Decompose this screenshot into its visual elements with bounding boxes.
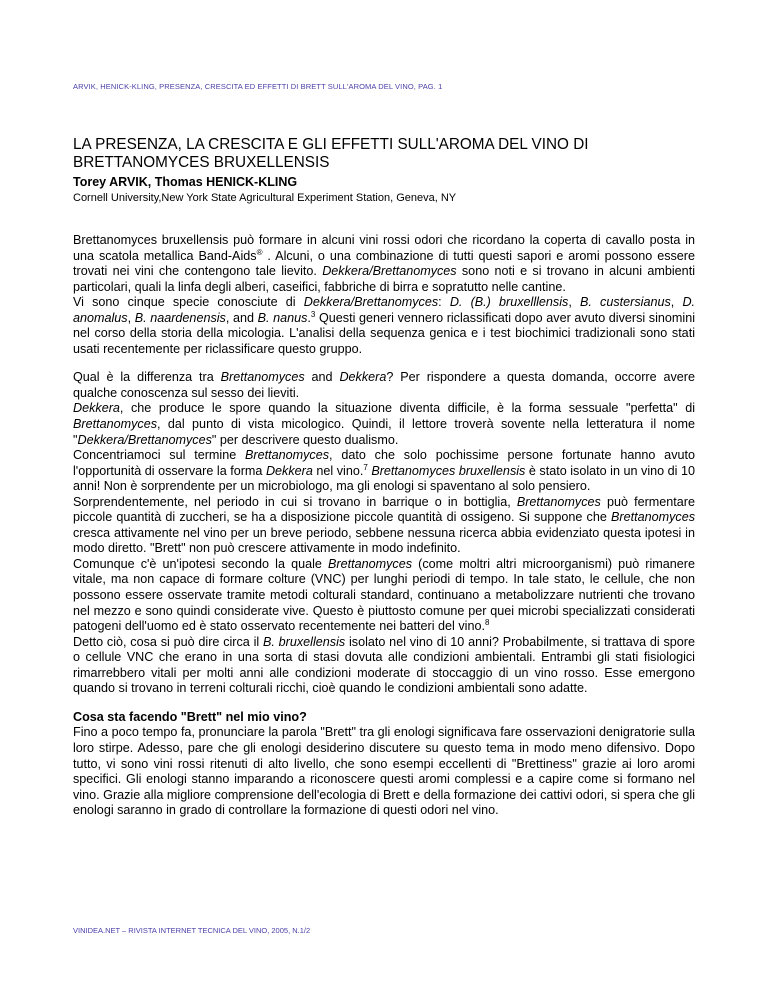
paragraph-9: Fino a poco tempo fa, pronunciare la parola "Brett" tra gli enologi significava fare osservazioni denigratorie sulla loro stirpe. Adesso, pare che gli enologi desiderino discutere su questo tema in modo meno difensivo. Dopo tutto, vi sono vini rossi ritenuti di alto livello, che sono esempi eccellenti di "Brettiness" grazie ai loro aromi specifici. Gli enologi stanno imparando a riconoscere questi aromi complessi e a capire come si formano nel vino. Grazie alla migliore comprensione dell'ecologia di Brett e della formazione dei cattivi odori, si spera che gli enologi saranno in grado di controllare la formazione di questi odori nel vino. bbox=[73, 725, 695, 818]
article-body bbox=[73, 233, 695, 819]
paragraph-7: Comunque c'è un'ipotesi secondo la quale Brettanomyces (come moltri altri microorganismi) può rimanere vitale, ma non capace di formare colture (VNC) per lunghi periodi di tempo. In tale stato, le cellule, che non possono essere osservate tramite metodi colturali standard, continuano a metabolizzare nutrienti che trovano nel mezzo e sono quindi considerate vive. Questo è piuttosto comune per quei microbi specializzati considerati patogeni dell'uomo ed è stato osservato recentemente nei batteri del vino.$^8$ bbox=[73, 556, 695, 634]
section-heading: Cosa sta facendo "Brett" nel mio vino? bbox=[73, 709, 307, 724]
running-foot: VINIDEA.NET – RIVISTA INTERNET TECNICA DEL VINO, 2005, N.1/2 bbox=[73, 926, 311, 935]
paragraph-8: Detto ciò, cosa si può dire circa il B. bruxellensis isolato nel vino di 10 anni? Probabilmente, si trattava di spore o cellule VNC che erano in una sorta di stasi dovuta alle condizioni ambientali. Entrambi gli stati fisiologici rimarrebbero vitali per molti anni alle condizioni moderate di stoccaggio di un vino rosso. Esse emergono quando si trovano in terreni colturali ricchi, cioè quando le condizioni ambientali sono adatte. bbox=[73, 634, 696, 696]
paragraph-3: Qual è la differenza tra Brettanomyces and Dekkera? Per rispondere a questa domanda, occorre avere qualche conoscenza sul sesso dei lieviti. bbox=[73, 370, 695, 400]
paragraph-1: Brettanomyces bruxellensis può formare in alcuni vini rossi odori che ricordano la coperta di cavallo posta in una scatola metallica Band-Aids® . Alcuni, o una combinazione di tutti questi sapori e aromi possono essere trovati nei vini che contengono tale lievito. Dekkera/Brettanomyces sono noti e si trovano in alcuni ambienti particolari, quali la linfa degli alberi, caseifici, fabbriche di birra e sopratutto nelle cantine. bbox=[73, 233, 696, 294]
paragraph-4: Dekkera, che produce le spore quando la situazione diventa difficile, è la forma sessuale "perfetta" di Brettanomyces, dal punto di vista micologico. Quindi, il lettore troverà sovente nella letteratura il nome "Dekkera/Brettanomyces" per descrivere questo dualismo. bbox=[73, 401, 695, 447]
running-head: ARVIK, HENICK-KLING, PRESENZA, CRESCITA ED EFFETTI DI BRETT SULL'AROMA DEL VINO, PAG. 1 bbox=[73, 82, 443, 91]
affiliation: Cornell University,New York State Agricultural Experiment Station, Geneva, NY bbox=[73, 192, 457, 204]
paragraph-5: Concentriamoci sul termine Brettanomyces, dato che solo pochissime persone fortunate hanno avuto l'opportunità di osservare la forma Dekkera nel vino.$^7$ Brettanomyces bruxellensis è stato isolato in un vino di 10 anni! Non è sorprendente per un microbiologo, ma gli enologi si spaventano al solo pensiero. bbox=[73, 448, 695, 494]
paragraph-2: Vi sono cinque specie conosciute di Dekkera/Brettanomyces: D. (B.) bruxelllensis, B. custersianus, D. anomalus, B. naardenensis, and B. nanus.$^3$ Questi generi vennero riclassificati dopo aver avuto diversi sinomini nel corso della storia della micologia. L'analisi della sequenza genica e i test biochimici tradizionali sono stati usati recentemente per riclassificare questo gruppo. bbox=[73, 295, 696, 356]
article-title: LA PRESENZA, LA CRESCITA E GLI EFFETTI SULL'AROMA DEL VINO DI BRETTANOMYCES BRUXELLENSIS bbox=[73, 136, 589, 172]
authors: Torey ARVIK, Thomas HENICK-KLING bbox=[73, 175, 298, 189]
paragraph-6: Sorprendentemente, nel periodo in cui si trovano in barrique o in bottiglia, Brettanomyces può fermentare piccole quantità di zuccheri, se ha a disposizione piccole quantità di ossigeno. Si suppone che Brettanomyces cresca attivamente nel vino per un breve periodo, sebbene nessuna ricerca abbia evidenziato questa ipotesi in modo diretto. "Brett" non può crescere attivamente in modo indefinito. bbox=[73, 494, 695, 556]
